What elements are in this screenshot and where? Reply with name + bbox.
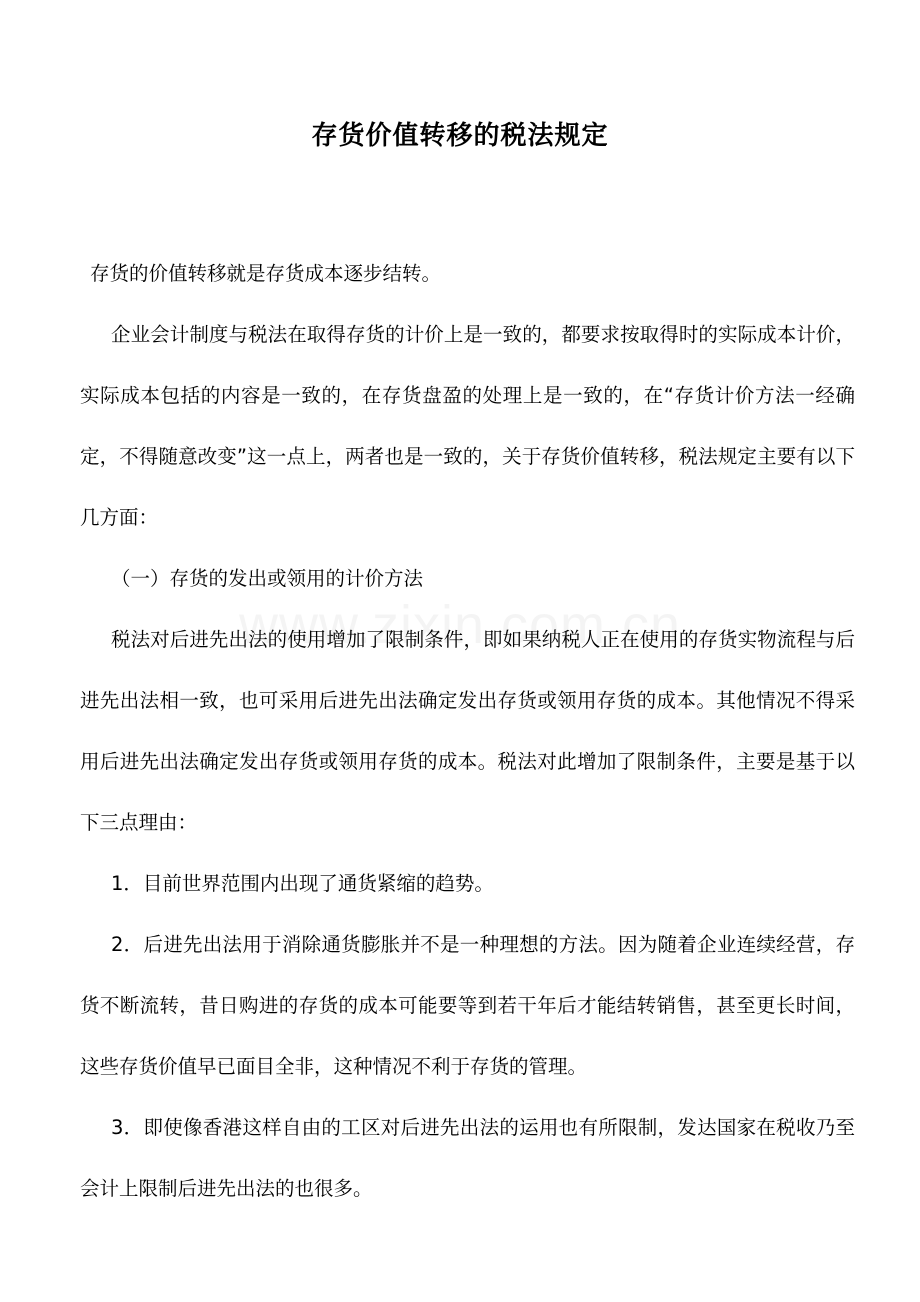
list-item-reason-3: 3．即使像香港这样自由的工区对后进先出法的运用也有所限制，发达国家在税收乃至会计上限制后进先出法的也很多。 bbox=[80, 1116, 855, 1200]
section-heading-one: （一）存货的发出或领用的计价方法 bbox=[111, 567, 424, 590]
list-item-reason-1: 1．目前世界范围内出现了通货紧缩的趋势。 bbox=[111, 872, 494, 895]
document-title: 存货价值转移的税法规定 bbox=[311, 121, 609, 151]
document-body bbox=[80, 243, 855, 1219]
paragraph-comparison: 企业会计制度与税法在取得存货的计价上是一致的，都要求按取得时的实际成本计价，实际成本包括的内容是一致的，在存货盘盈的处理上是一致的，在“存货计价方法一经确定，不得随意改变”这一点上，两者也是一致的，关于存货价值转移，税法规定主要有以下几方面： bbox=[80, 323, 855, 529]
paragraph-lifo-restriction: 税法对后进先出法的使用增加了限制条件，即如果纳税人正在使用的存货实物流程与后进先出法相一致，也可采用后进先出法确定发出存货或领用存货的成本。其他情况不得采用后进先出法确定发出存货或领用存货的成本。税法对此增加了限制条件，主要是基于以下三点理由： bbox=[80, 628, 855, 834]
paragraph-intro: 存货的价值转移就是存货成本逐步结转。 bbox=[90, 262, 442, 285]
list-item-reason-2: 2．后进先出法用于消除通货膨胀并不是一种理想的方法。因为随着企业连续经营，存货不断流转，昔日购进的存货的成本可能要等到若干年后才能结转销售，甚至更长时间，这些存货价值早已面目全非，这种情况不利于存货的管理。 bbox=[80, 933, 855, 1078]
